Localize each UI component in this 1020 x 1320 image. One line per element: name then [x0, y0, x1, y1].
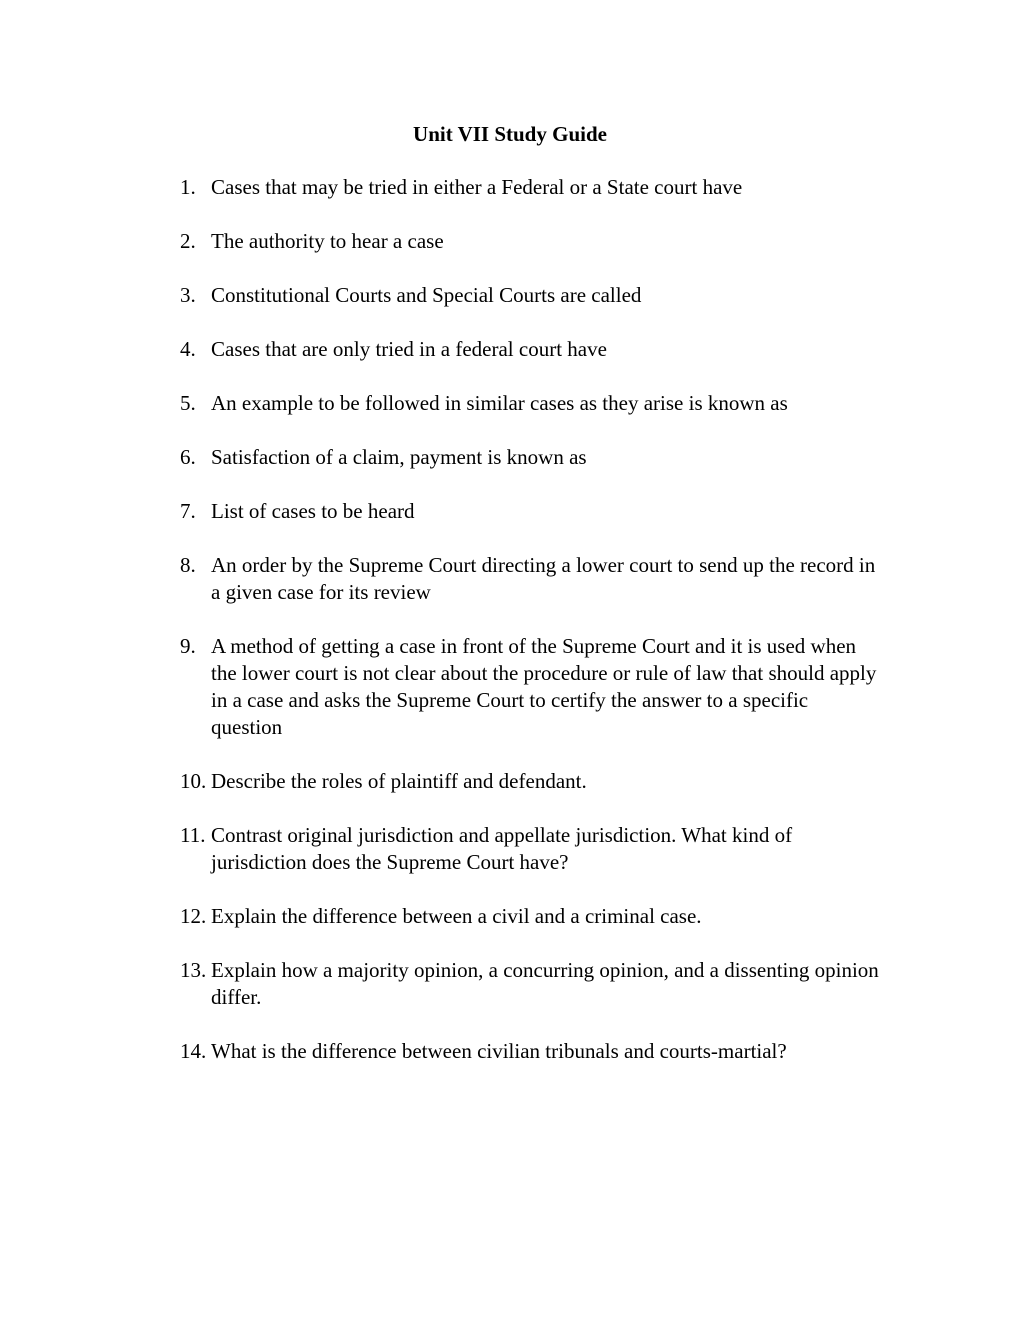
question-item	[180, 498, 880, 525]
question-number: 14.	[180, 1039, 207, 1063]
question-item	[180, 633, 880, 741]
question-text: Cases that are only tried in a federal court have	[211, 337, 607, 361]
question-text: Satisfaction of a claim, payment is known as	[211, 445, 587, 469]
question-item	[180, 228, 880, 255]
question-number: 11.	[180, 823, 206, 847]
question-text: Constitutional Courts and Special Courts are called	[211, 283, 642, 307]
question-text: What is the difference between civilian tribunals and courts-martial?	[211, 1039, 787, 1063]
question-text: Cases that may be tried in either a Federal or a State court have	[211, 175, 743, 199]
question-number: 8.	[180, 553, 196, 577]
question-text: Explain how a majority opinion, a concurring opinion, and a dissenting opinion differ.	[211, 958, 879, 1009]
question-text: Explain the difference between a civil and a criminal case.	[211, 904, 702, 928]
question-number: 3.	[180, 283, 196, 307]
question-text: List of cases to be heard	[211, 499, 415, 523]
question-number: 13.	[180, 958, 207, 982]
question-item	[180, 903, 880, 930]
question-item	[180, 444, 880, 471]
question-number: 12.	[180, 904, 207, 928]
question-item	[180, 1038, 880, 1065]
question-number: 4.	[180, 337, 196, 361]
question-item	[180, 174, 880, 201]
question-item	[180, 390, 880, 417]
question-number: 2.	[180, 229, 196, 253]
question-item	[180, 768, 880, 795]
question-text: The authority to hear a case	[211, 229, 444, 253]
question-text: An example to be followed in similar cases as they arise is known as	[211, 391, 788, 415]
question-text: Contrast original jurisdiction and appellate jurisdiction. What kind of jurisdiction does the Supreme Court have?	[211, 823, 793, 874]
question-number: 1.	[180, 175, 196, 199]
question-number: 7.	[180, 499, 196, 523]
question-text: An order by the Supreme Court directing a lower court to send up the record in a given case for its review	[211, 553, 876, 604]
question-text: Describe the roles of plaintiff and defendant.	[211, 769, 587, 793]
question-item	[180, 822, 880, 876]
question-item	[180, 552, 880, 606]
question-number: 10.	[180, 769, 207, 793]
question-number: 5.	[180, 391, 196, 415]
question-number: 6.	[180, 445, 196, 469]
question-item	[180, 282, 880, 309]
question-item	[180, 957, 880, 1011]
question-item	[180, 336, 880, 363]
question-number: 9.	[180, 634, 196, 658]
page-title: Unit VII Study Guide	[413, 122, 607, 146]
question-list	[180, 174, 880, 1092]
question-text: A method of getting a case in front of the Supreme Court and it is used when the lower court is not clear about the procedure or rule of law that should apply in a case and asks the Supreme Court to certify the answer to a specific question	[211, 634, 877, 739]
